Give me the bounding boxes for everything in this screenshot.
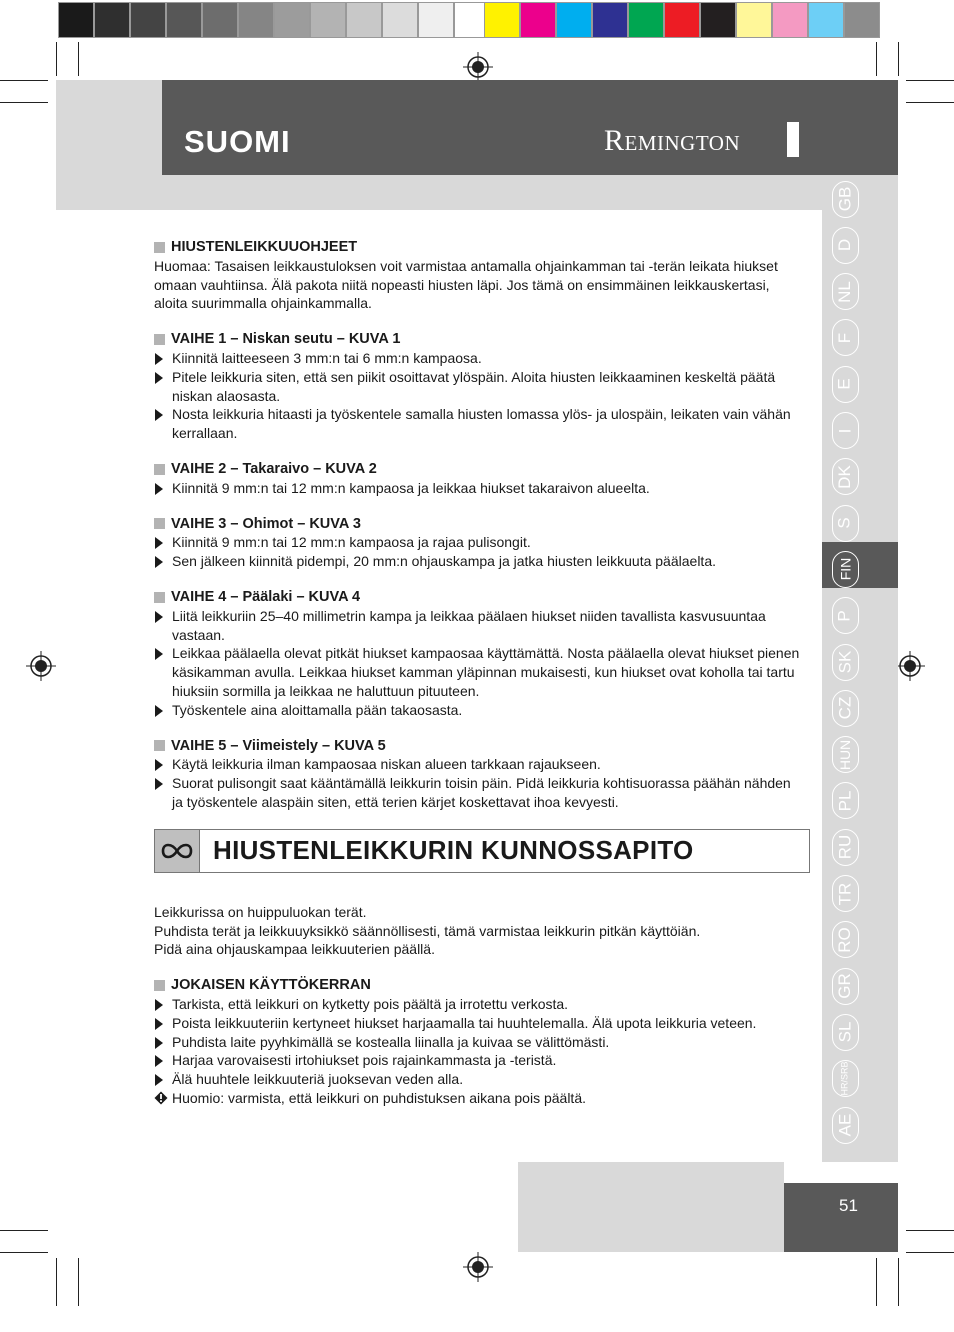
list-item: Nosta leikkuria hitaasti ja työskentele samalla hiusten lomassa ylös- ja ulospäin, leikaten vain vähän kerrallaan. <box>154 405 804 443</box>
crop-mark <box>0 102 48 103</box>
language-tab-label: P <box>835 610 854 622</box>
swatch <box>628 2 664 38</box>
language-tab-label: DK <box>835 464 854 489</box>
language-tab-label: HUN <box>837 739 853 770</box>
language-tab-label: D <box>835 239 854 252</box>
section-step2 <box>154 460 804 498</box>
language-tab-nl[interactable] <box>830 273 860 311</box>
color-calibration-strip <box>484 2 880 38</box>
swatch <box>238 2 274 38</box>
language-tab-ring <box>832 875 859 912</box>
crop-mark <box>0 1252 48 1253</box>
square-bullet-icon <box>154 242 165 253</box>
language-tab-hun[interactable] <box>830 736 860 774</box>
swatch <box>520 2 556 38</box>
language-tab-cz[interactable] <box>830 689 860 727</box>
main-content <box>154 238 804 1125</box>
bullet-list <box>154 607 804 720</box>
language-tab-tr[interactable] <box>830 875 860 913</box>
language-tab-ring <box>832 227 859 264</box>
maintenance-title: HIUSTENLEIKKURIN KUNNOSSAPITO <box>213 835 694 866</box>
square-bullet-icon <box>154 518 165 529</box>
swatch <box>166 2 202 38</box>
swatch <box>664 2 700 38</box>
language-tab-s[interactable] <box>830 504 860 542</box>
section-heading: VAIHE 4 – Päälaki – KUVA 4 <box>154 588 804 607</box>
list-item: Työskentele aina aloittamalla pään takaosasta. <box>154 701 804 720</box>
language-tab-label: TR <box>834 882 854 905</box>
list-item: Poista leikkuuteriin kertyneet hiukset harjaamalla tai huuhtelemalla. Älä upota leikkuria veteen. <box>154 1014 804 1033</box>
language-tab-ring <box>832 644 859 681</box>
registration-mark-icon <box>895 651 925 681</box>
square-bullet-icon <box>154 980 165 991</box>
list-item: Kiinnitä 9 mm:n tai 12 mm:n kampaosa ja rajaa pulisongit. <box>154 533 804 552</box>
page-number-box <box>784 1183 898 1252</box>
list-item: Leikkaa päälaella olevat pitkät hiukset kampaosaa käyttämättä. Nosta päälaella olevat hiukset pienen käsikamman avulla. Leikkaa hiukset kamman yläpinnan mukaisesti, kun hiukset ovat koholla tai tartu hiuksiin sormilla ja leikkaa ne haluttuun pituuteen. <box>154 644 804 700</box>
triangle-bullet-icon <box>155 1037 163 1049</box>
paragraph: Puhdista terät ja leikkuuyksikkö säännöllisesti, tämä varmistaa leikkurin pitkän käyttöiän. <box>154 922 701 939</box>
language-tab-ring <box>832 736 859 773</box>
language-tab-ring <box>832 505 859 542</box>
section-step1 <box>154 330 804 443</box>
crop-mark <box>906 102 954 103</box>
grayscale-calibration-strip <box>58 2 490 38</box>
language-tab-label: F <box>834 332 854 344</box>
crop-mark <box>0 80 48 81</box>
triangle-bullet-icon <box>155 537 163 549</box>
language-tab-ring <box>832 690 859 727</box>
language-tab-sl[interactable] <box>830 1013 860 1051</box>
section-heading: VAIHE 3 – Ohimot – KUVA 3 <box>154 515 804 534</box>
language-tab-e[interactable] <box>830 365 860 403</box>
page-band-left <box>56 80 162 210</box>
paragraph: Leikkurissa on huippuluokan terät. <box>154 903 367 920</box>
language-tab-label: AE <box>835 1113 854 1137</box>
swatch <box>736 2 772 38</box>
list-item: Liitä leikkuriin 25–40 millimetrin kampa ja leikkaa päälaen hiukset niiden tavallista kasvusuuntaa vastaan. <box>154 607 804 645</box>
swatch <box>202 2 238 38</box>
crop-mark <box>56 42 57 76</box>
square-bullet-icon <box>154 464 165 475</box>
brand-logo: Remington <box>604 124 741 157</box>
language-tab-label: I <box>834 428 854 433</box>
crop-mark <box>906 80 954 81</box>
language-tab-label: RO <box>835 927 854 953</box>
crop-mark <box>0 1230 48 1231</box>
language-tab-label: CZ <box>834 696 854 720</box>
triangle-bullet-icon <box>155 409 163 421</box>
crop-mark <box>78 1258 79 1306</box>
language-tab-sk[interactable] <box>830 643 860 681</box>
bullet-list <box>154 349 804 443</box>
language-tab-label: PL <box>834 790 854 812</box>
language-tab-pl[interactable] <box>830 782 860 820</box>
page-band-bottom <box>518 1162 784 1252</box>
swatch <box>58 2 94 38</box>
language-tab-gr[interactable] <box>830 967 860 1005</box>
list-item: Suorat pulisongit saat kääntämällä leikkurin toisin päin. Pidä leikkuria kohtisuorassa päähän nähden ja työskentele alaspäin siten, että terien kärjet koskettavat ihoa kevyesti. <box>154 774 804 812</box>
bullet-list <box>154 755 804 811</box>
crop-mark <box>898 1258 899 1306</box>
list-item: Älä huuhtele leikkuuteriä juoksevan veden alla. <box>154 1070 804 1089</box>
language-tab-ring <box>832 1060 859 1097</box>
language-tab-dk[interactable] <box>830 458 860 496</box>
language-tab-label: GB <box>835 186 854 212</box>
language-tab-ring <box>832 1014 859 1051</box>
swatch <box>382 2 418 38</box>
swatch <box>844 2 880 38</box>
list-item: Puhdista laite pyyhkimällä se kostealla liinalla ja kuivaa se välittömästi. <box>154 1033 804 1052</box>
crop-mark <box>906 1252 954 1253</box>
crop-mark <box>876 42 877 76</box>
swatch <box>346 2 382 38</box>
language-tab-ring <box>832 458 859 495</box>
list-item: Kiinnitä 9 mm:n tai 12 mm:n kampaosa ja leikkaa hiukset takaraivon alueelta. <box>154 479 804 498</box>
list-item: Käytä leikkuria ilman kampaosaa niskan alueen tarkkaan rajaukseen. <box>154 755 804 774</box>
language-tab-label: RU <box>835 834 854 860</box>
language-tab-ring <box>832 829 859 866</box>
swatch <box>808 2 844 38</box>
language-tab-ae[interactable] <box>830 1106 860 1144</box>
section-step3 <box>154 515 804 571</box>
square-bullet-icon <box>154 592 165 603</box>
language-tab-ring <box>832 366 859 403</box>
paragraph: Pidä aina ohjauskampaa leikkuuterien päällä. <box>154 941 435 958</box>
section-heading: JOKAISEN KÄYTTÖKERRAN <box>154 976 804 995</box>
triangle-bullet-icon <box>155 705 163 717</box>
language-tab-label: SL <box>834 1021 854 1043</box>
crop-mark <box>906 1230 954 1231</box>
language-tab-ring <box>832 921 859 958</box>
square-bullet-icon <box>154 740 165 751</box>
list-item: Harjaa varovaisesti irtohiukset pois rajainkammasta ja -teristä. <box>154 1051 804 1070</box>
language-tab-ro[interactable] <box>830 921 860 959</box>
swatch <box>592 2 628 38</box>
language-tab-ring <box>832 551 859 588</box>
triangle-bullet-icon <box>155 759 163 771</box>
infinity-icon <box>155 830 200 872</box>
language-tab-ring <box>832 319 859 356</box>
square-bullet-icon <box>154 334 165 345</box>
swatch <box>274 2 310 38</box>
swatch <box>772 2 808 38</box>
list-item: Sen jälkeen kiinnitä pidempi, 20 mm:n ohjauskampa ja jatka hiusten leikkuuta päälaelta. <box>154 552 804 571</box>
page-number: 51 <box>839 1196 858 1215</box>
triangle-bullet-icon <box>155 778 163 790</box>
crop-mark <box>78 42 79 76</box>
maintenance-title-box <box>154 829 810 873</box>
language-tab-fin[interactable] <box>830 550 860 588</box>
list-item: Pitele leikkuria siten, että sen piikit osoittavat ylöspäin. Aloita hiusten leikkaaminen keskeltä päätä niskan alaosasta. <box>154 368 804 406</box>
language-tab-label: HR/SRB <box>839 1061 850 1096</box>
triangle-bullet-icon <box>155 999 163 1011</box>
language-tab-label: FIN <box>837 558 853 581</box>
section-step4 <box>154 588 804 720</box>
warning-icon <box>154 1091 168 1105</box>
language-tab-i[interactable] <box>830 412 860 450</box>
swatch <box>700 2 736 38</box>
language-tab-ring <box>832 968 859 1005</box>
triangle-bullet-icon <box>155 648 163 660</box>
language-tab-f[interactable] <box>830 319 860 357</box>
language-tab-ring <box>832 1107 859 1144</box>
language-tab-p[interactable] <box>830 597 860 635</box>
swatch <box>484 2 520 38</box>
triangle-bullet-icon <box>155 1018 163 1030</box>
list-item: Kiinnitä laitteeseen 3 mm:n tai 6 mm:n kampaosa. <box>154 349 804 368</box>
brand-logo-bar <box>787 122 799 157</box>
warning-item: Huomio: varmista, että leikkuri on puhdistuksen aikana pois päältä. <box>154 1089 804 1108</box>
section-heading: VAIHE 1 – Niskan seutu – KUVA 1 <box>154 330 804 349</box>
language-tab-ring <box>832 181 859 218</box>
triangle-bullet-icon <box>155 1055 163 1067</box>
language-tab-label: SK <box>835 650 854 674</box>
language-tab-label: S <box>835 517 854 529</box>
triangle-bullet-icon <box>155 483 163 495</box>
section-instructions <box>154 238 804 313</box>
swatch <box>418 2 454 38</box>
language-tab-label: E <box>835 378 854 390</box>
section-heading: VAIHE 2 – Takaraivo – KUVA 2 <box>154 460 804 479</box>
section-maintenance <box>154 903 804 959</box>
language-tab-ring <box>832 782 859 819</box>
crop-mark <box>56 1258 57 1306</box>
language-tab-ring <box>832 412 859 449</box>
section-step5 <box>154 737 804 812</box>
language-tab-label: NL <box>834 280 854 303</box>
registration-mark-icon <box>463 52 493 82</box>
bullet-list <box>154 479 804 498</box>
section-heading: HIUSTENLEIKKUUOHJEET <box>154 238 804 257</box>
swatch <box>556 2 592 38</box>
language-tab-label: GR <box>835 973 854 999</box>
triangle-bullet-icon <box>155 1074 163 1086</box>
language-tab-gb[interactable] <box>830 180 860 218</box>
language-tab-hr-srb[interactable] <box>830 1060 860 1098</box>
triangle-bullet-icon <box>155 556 163 568</box>
crop-mark <box>898 42 899 76</box>
list-item: Tarkista, että leikkuri on kytketty pois päältä ja irrotettu verkosta. <box>154 995 804 1014</box>
bullet-list <box>154 533 804 571</box>
triangle-bullet-icon <box>155 353 163 365</box>
registration-mark-icon <box>26 651 56 681</box>
section-heading: VAIHE 5 – Viimeistely – KUVA 5 <box>154 737 804 756</box>
section-each-use <box>154 976 804 1108</box>
swatch <box>130 2 166 38</box>
bullet-list <box>154 995 804 1108</box>
language-tab-d[interactable] <box>830 226 860 264</box>
triangle-bullet-icon <box>155 611 163 623</box>
language-tab-ring <box>832 273 859 310</box>
language-tab-ring <box>832 597 859 634</box>
swatch <box>94 2 130 38</box>
page-title: SUOMI <box>184 124 291 159</box>
registration-mark-icon <box>463 1252 493 1282</box>
language-tab-ru[interactable] <box>830 828 860 866</box>
swatch <box>310 2 346 38</box>
paragraph: Huomaa: Tasaisen leikkaustuloksen voit varmistaa antamalla ohjainkamman tai -terän leikata hiukset omaan vauhtiinsa. Älä pakota niitä nopeasti hiusten läpi. Jos tämä on ensimmäinen leikkauskertasi, aloita suurimmalla ohjainkammalla. <box>154 257 778 312</box>
triangle-bullet-icon <box>155 372 163 384</box>
page-band-top <box>162 175 898 210</box>
crop-mark <box>876 1258 877 1306</box>
